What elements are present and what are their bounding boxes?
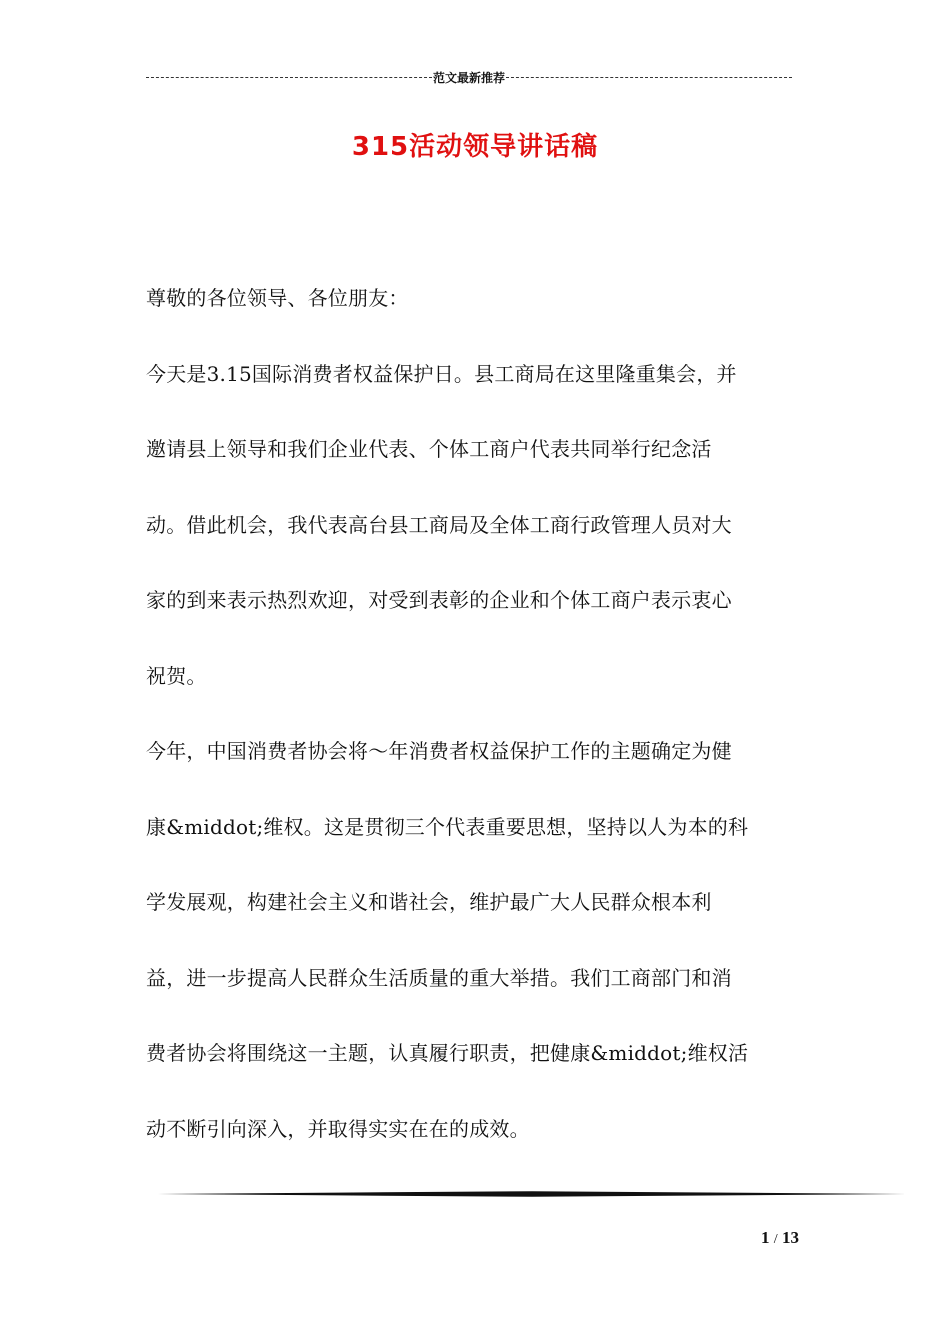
salutation-line: 尊敬的各位领导、各位朋友：: [146, 286, 409, 310]
body-line: 动。借此机会，我代表高台县工商局及全体工商行政管理人员对大: [146, 512, 732, 537]
body-line: 今年，中国消费者协会将～年消费者权益保护工作的主题确定为健: [146, 739, 732, 763]
current-page: 1: [761, 1228, 770, 1247]
body-line: 祝贺。: [146, 663, 207, 688]
document-body: [146, 278, 806, 1184]
page-separator: /: [773, 1232, 778, 1247]
footer-divider: [158, 1190, 906, 1198]
header-dash-left: [146, 77, 432, 78]
body-line: 家的到来表示热烈欢迎，对受到表彰的企业和个体工商户表示衷心: [146, 588, 732, 612]
header-label: 范文最新推荐: [433, 70, 506, 85]
body-line: 邀请县上领导和我们企业代表、个体工商户代表共同举行纪念活: [146, 437, 712, 461]
body-line: 学发展观，构建社会主义和谐社会，维护最广大人民群众根本利: [146, 890, 712, 914]
body-line: 益，进一步提高人民群众生活质量的重大举措。我们工商部门和消: [146, 965, 732, 990]
header-divider: [146, 68, 792, 86]
body-line: 康&middot;维权。这是贯彻三个代表重要思想，坚持以人为本的科: [146, 814, 749, 839]
header-dash-right: [506, 77, 792, 78]
document-title: 315活动领导讲话稿: [351, 132, 599, 162]
total-pages: 13: [781, 1228, 799, 1247]
body-line: 费者协会将围绕这一主题，认真履行职责，把健康&middot;维权活: [146, 1041, 749, 1065]
page-number: [740, 1228, 820, 1248]
body-line: 今天是3.15国际消费者权益保护日。县工商局在这里隆重集会，并: [146, 361, 737, 386]
body-line: 动不断引向深入，并取得实实在在的成效。: [146, 1116, 530, 1141]
